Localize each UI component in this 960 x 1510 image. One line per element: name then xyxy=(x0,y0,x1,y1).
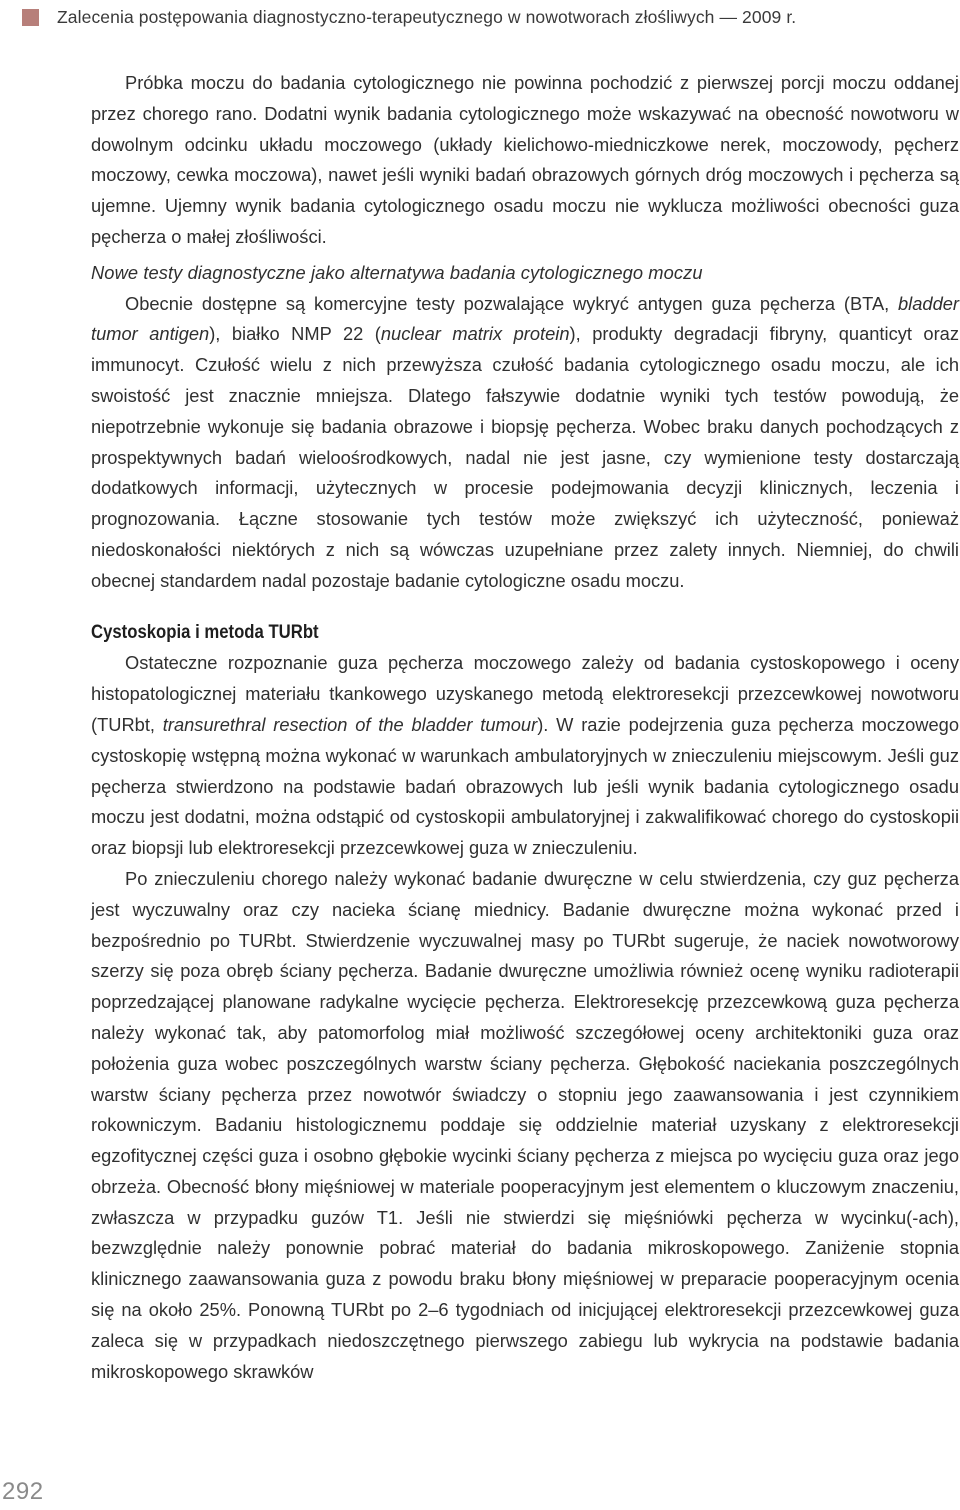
italic-term: transurethral resection of the bladder tumour xyxy=(162,713,538,735)
paragraph-urine-cytology: Próbka moczu do badania cytologicznego nie powinna pochodzić z pierwszej porcji moczu oddanej przez chorego rano. Dodatni wynik badania cytologicznego może wskazywać na obecność nowotworu w dowolnym odcinku układu moczowego (układy kielichowo-miedniczkowe nerek, moczowody, pęcherz moczowy, cewka moczowa), nawet jeśli wyniki badań obrazowych górnych dróg moczowych i pęcherza są ujemne. Ujemny wynik badania cytologicznego osadu moczu nie wyklucza możliwości obecności guza pęcherza o małej złośliwości. xyxy=(91,72,959,247)
italic-term: nuclear matrix protein xyxy=(380,323,570,345)
paragraph-cystoscopy xyxy=(91,648,959,864)
paragraph-text: ), białko NMP 22 ( xyxy=(209,323,381,345)
paragraph-text: ). W razie podejrzenia guza pęcherza moczowego cystoskopię wstępną można wykonać w warunkach ambulatoryjnych w znieczuleniu miejscowym. Jeśli guz pęcherza stwierdzono na podstawie badań obrazowych lub jeśli wynik badania cytologicznego osadu moczu jest dodatni, można odstąpić od cystoskopii ambulatoryjnej i zakwalifikować chorego do cystoskopii oraz biopsji lub elektroresekcji przezcewkowej guza w znieczuleniu. xyxy=(91,713,959,859)
paragraph-bimanual-exam: Po znieczuleniu chorego należy wykonać badanie dwuręczne w celu stwierdzenia, czy guz pęcherza jest wyczuwalny oraz czy nacieka ścianę miednicy. Badanie dwuręczne można wykonać przed i bezpośrednio po TURbt. Stwierdzenie wyczuwalnej masy po TURbt sugeruje, że naciek nowotworowy szerzy się poza obręb ściany pęcherza. Badanie dwuręczne umożliwia również ocenę wyniku radioterapii poprzedzającej planowane radykalne wycięcie pęcherza. Elektroresekcję przezcewkową guza pęcherza należy wykonać tak, aby patomorfolog miał możliwość szczegółowej oceny architektoniki guza oraz położenia guza wobec poszczególnych warstw ściany pęcherza. Głębokość naciekania poszczególnych warstw ściany pęcherza przez nowotwór świadczy o stopniu jego zaawansowania i jest czynnikiem rokowniczym. Badaniu histologicznemu poddaje się oddzielnie materiał uzyskany z elektroresekcji egzofitycznej części guza i osobno głębokie wycinki ściany pęcherza z miejsca po wycięciu guza oraz jego obrzeża. Obecność błony mięśniowej w materiale pooperacyjnym jest elementem o kluczowym znaczeniu, zwłaszcza w przypadku guzów T1. Jeśli nie stwierdzi się mięśniówki pęcherza w wycinku(-ach), bezwzględnie należy ponownie pobrać materiał do badania mikroskopowego. Zaniżenie stopnia klinicznego zaawansowania guza z powodu braku błony mięśniowej w preparacie pooperacyjnym ocenia się na około 25%. Ponowną TURbt po 2–6 tygodniach od inicjującej elektroresekcji przezcewkowej guza zaleca się w przypadkach niedoszczętnego pierwszego zabiegu lub wykrycia na podstawie badania mikroskopowego skrawków xyxy=(91,867,959,1382)
italic-term: bladder tumor antigen xyxy=(91,292,959,345)
article-body xyxy=(91,68,959,1387)
running-title: Zalecenia postępowania diagnostyczno-terapeutycznego w nowotworach złośliwych — 2009 r. xyxy=(57,6,797,27)
paragraph-text: ), produkty degradacji fibryny, quanticyt oraz immunocyt. Czułość wielu z nich przewyższa czułość badania cytologicznego osadu moczu, ale ich swoistość jest znacznie mniejsza. Dlatego fałszywie dodatnie wyniki tych testów powodują, że niepotrzebnie wykonuje się badania obrazowe i biopsję pęcherza. Wobec braku danych pochodzących z prospektywnych badań wieloośrodkowych, nadal nie jest jasne, czy wymienione testy dostarczają dodatkowych informacji, użytecznych w procesie podejmowania decyzji klinicznych, leczenia i prognozowania. Łączne stosowanie tych testów może zwiększyć ich użyteczność, ponieważ niedoskonałości niektórych z nich są wówczas uzupełniane przez zalety innych. Niemniej, do chwili obecnej standardem nadal pozostaje badanie cytologiczne osadu moczu. xyxy=(91,323,959,591)
paragraph-text: Ostateczne rozpoznanie guza pęcherza moczowego zależy od badania cystoskopowego i oceny histopatologicznej materiału tkankowego uzyskanego metodą elektroresekcji przezcewkowej nowotworu (TURbt, xyxy=(91,652,959,735)
section-title: Cystoskopia i metoda TURbt xyxy=(91,621,319,643)
paragraph-text: Obecnie dostępne są komercyjne testy pozwalające wykryć antygen guza pęcherza (BTA, xyxy=(125,292,898,314)
running-header xyxy=(22,4,950,30)
subheading-new-tests: Nowe testy diagnostyczne jako alternatywa badania cytologicznego moczu xyxy=(91,261,703,283)
paragraph-new-tests xyxy=(91,289,959,597)
header-square-icon xyxy=(22,9,39,26)
page-number: 292 xyxy=(2,1478,44,1505)
